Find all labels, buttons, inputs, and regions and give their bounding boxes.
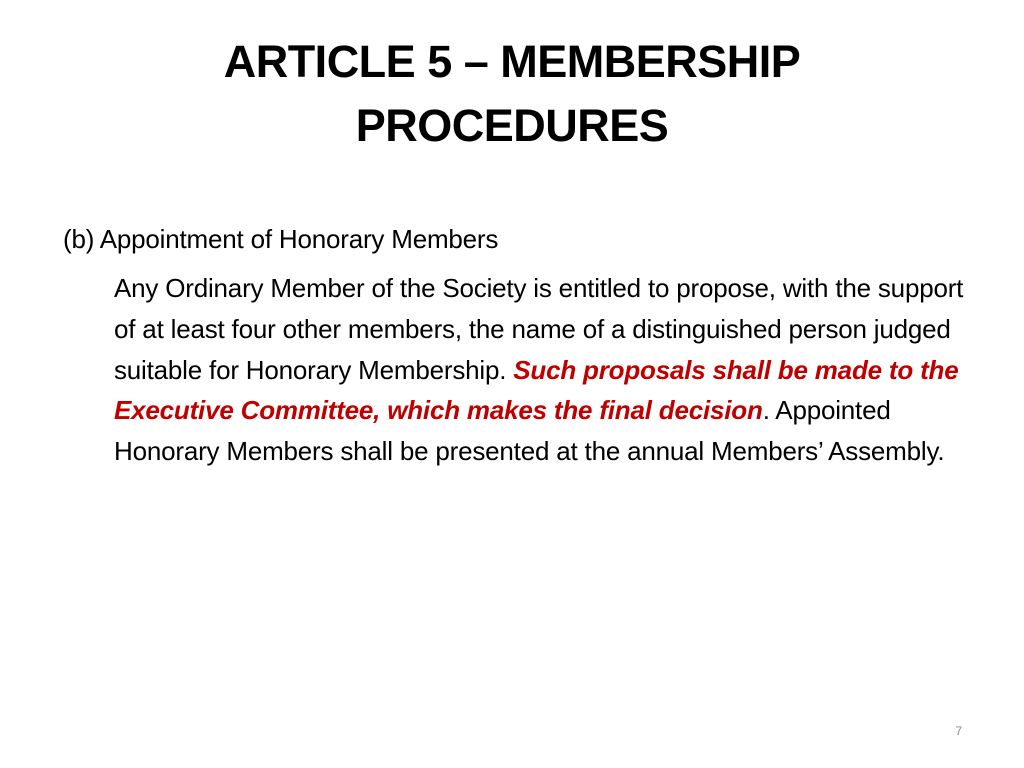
body-text-tail: . Appointed Honorary Members shall be presented at the annual Members’ Assembly.: [114, 395, 945, 467]
section-subheading: (b) Appointment of Honorary Members: [63, 224, 499, 254]
emphasized-text: Such proposals shall be made to the Executive Committee, which makes the final decision: [114, 354, 959, 426]
slide-title: ARTICLE 5 – MEMBERSHIP PROCEDURES: [223, 36, 801, 151]
page-number: 7: [955, 724, 962, 738]
body-text-lead: Any Ordinary Member of the Society is entitled to propose, with the support of at least four other members, the name of a distinguished person judged suitable for Honorary Membership.: [114, 273, 964, 385]
body-paragraph: [114, 268, 984, 472]
